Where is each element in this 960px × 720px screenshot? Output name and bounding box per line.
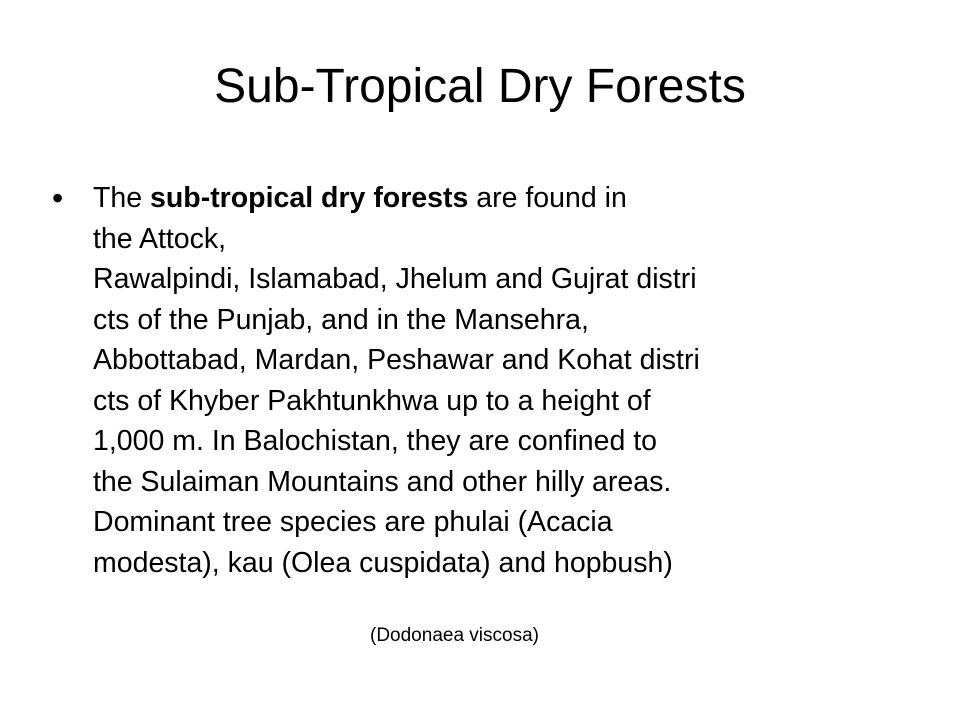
bullet-line-1 [93,178,893,219]
bullet-line-2: the Attock, [93,222,227,255]
bullet-line-5: Abbottabad, Mardan, Peshawar and Kohat distri [93,344,700,376]
bullet-text [93,178,893,583]
species-footnote: (Dodonaea viscosa) [370,625,539,646]
bullet-line-8: the Sulaiman Mountains and other hilly areas. [93,465,672,498]
bullet-line-1-end: are found in [468,182,627,214]
bullet-line-1-start: The [93,182,151,214]
bullet-line-10: modesta), kau (Olea cuspidata) and hopbush) [93,546,673,579]
bullet-line-7: 1,000 m. In Balochistan, they are confined to [93,425,658,457]
bold-term: sub-tropical dry forests [150,182,469,214]
bullet-line-3: Rawalpindi, Islamabad, Jhelum and Gujrat distri [93,263,697,295]
bullet-marker: • [52,180,64,216]
bullet-line-4: cts of the Punjab, and in the Mansehra, [93,303,589,336]
bullet-line-6: cts of Khyber Pakhtunkhwa up to a height of [93,384,651,417]
slide-title: Sub-Tropical Dry Forests [214,60,746,113]
bullet-line-9: Dominant tree species are phulai (Acacia [93,506,613,538]
